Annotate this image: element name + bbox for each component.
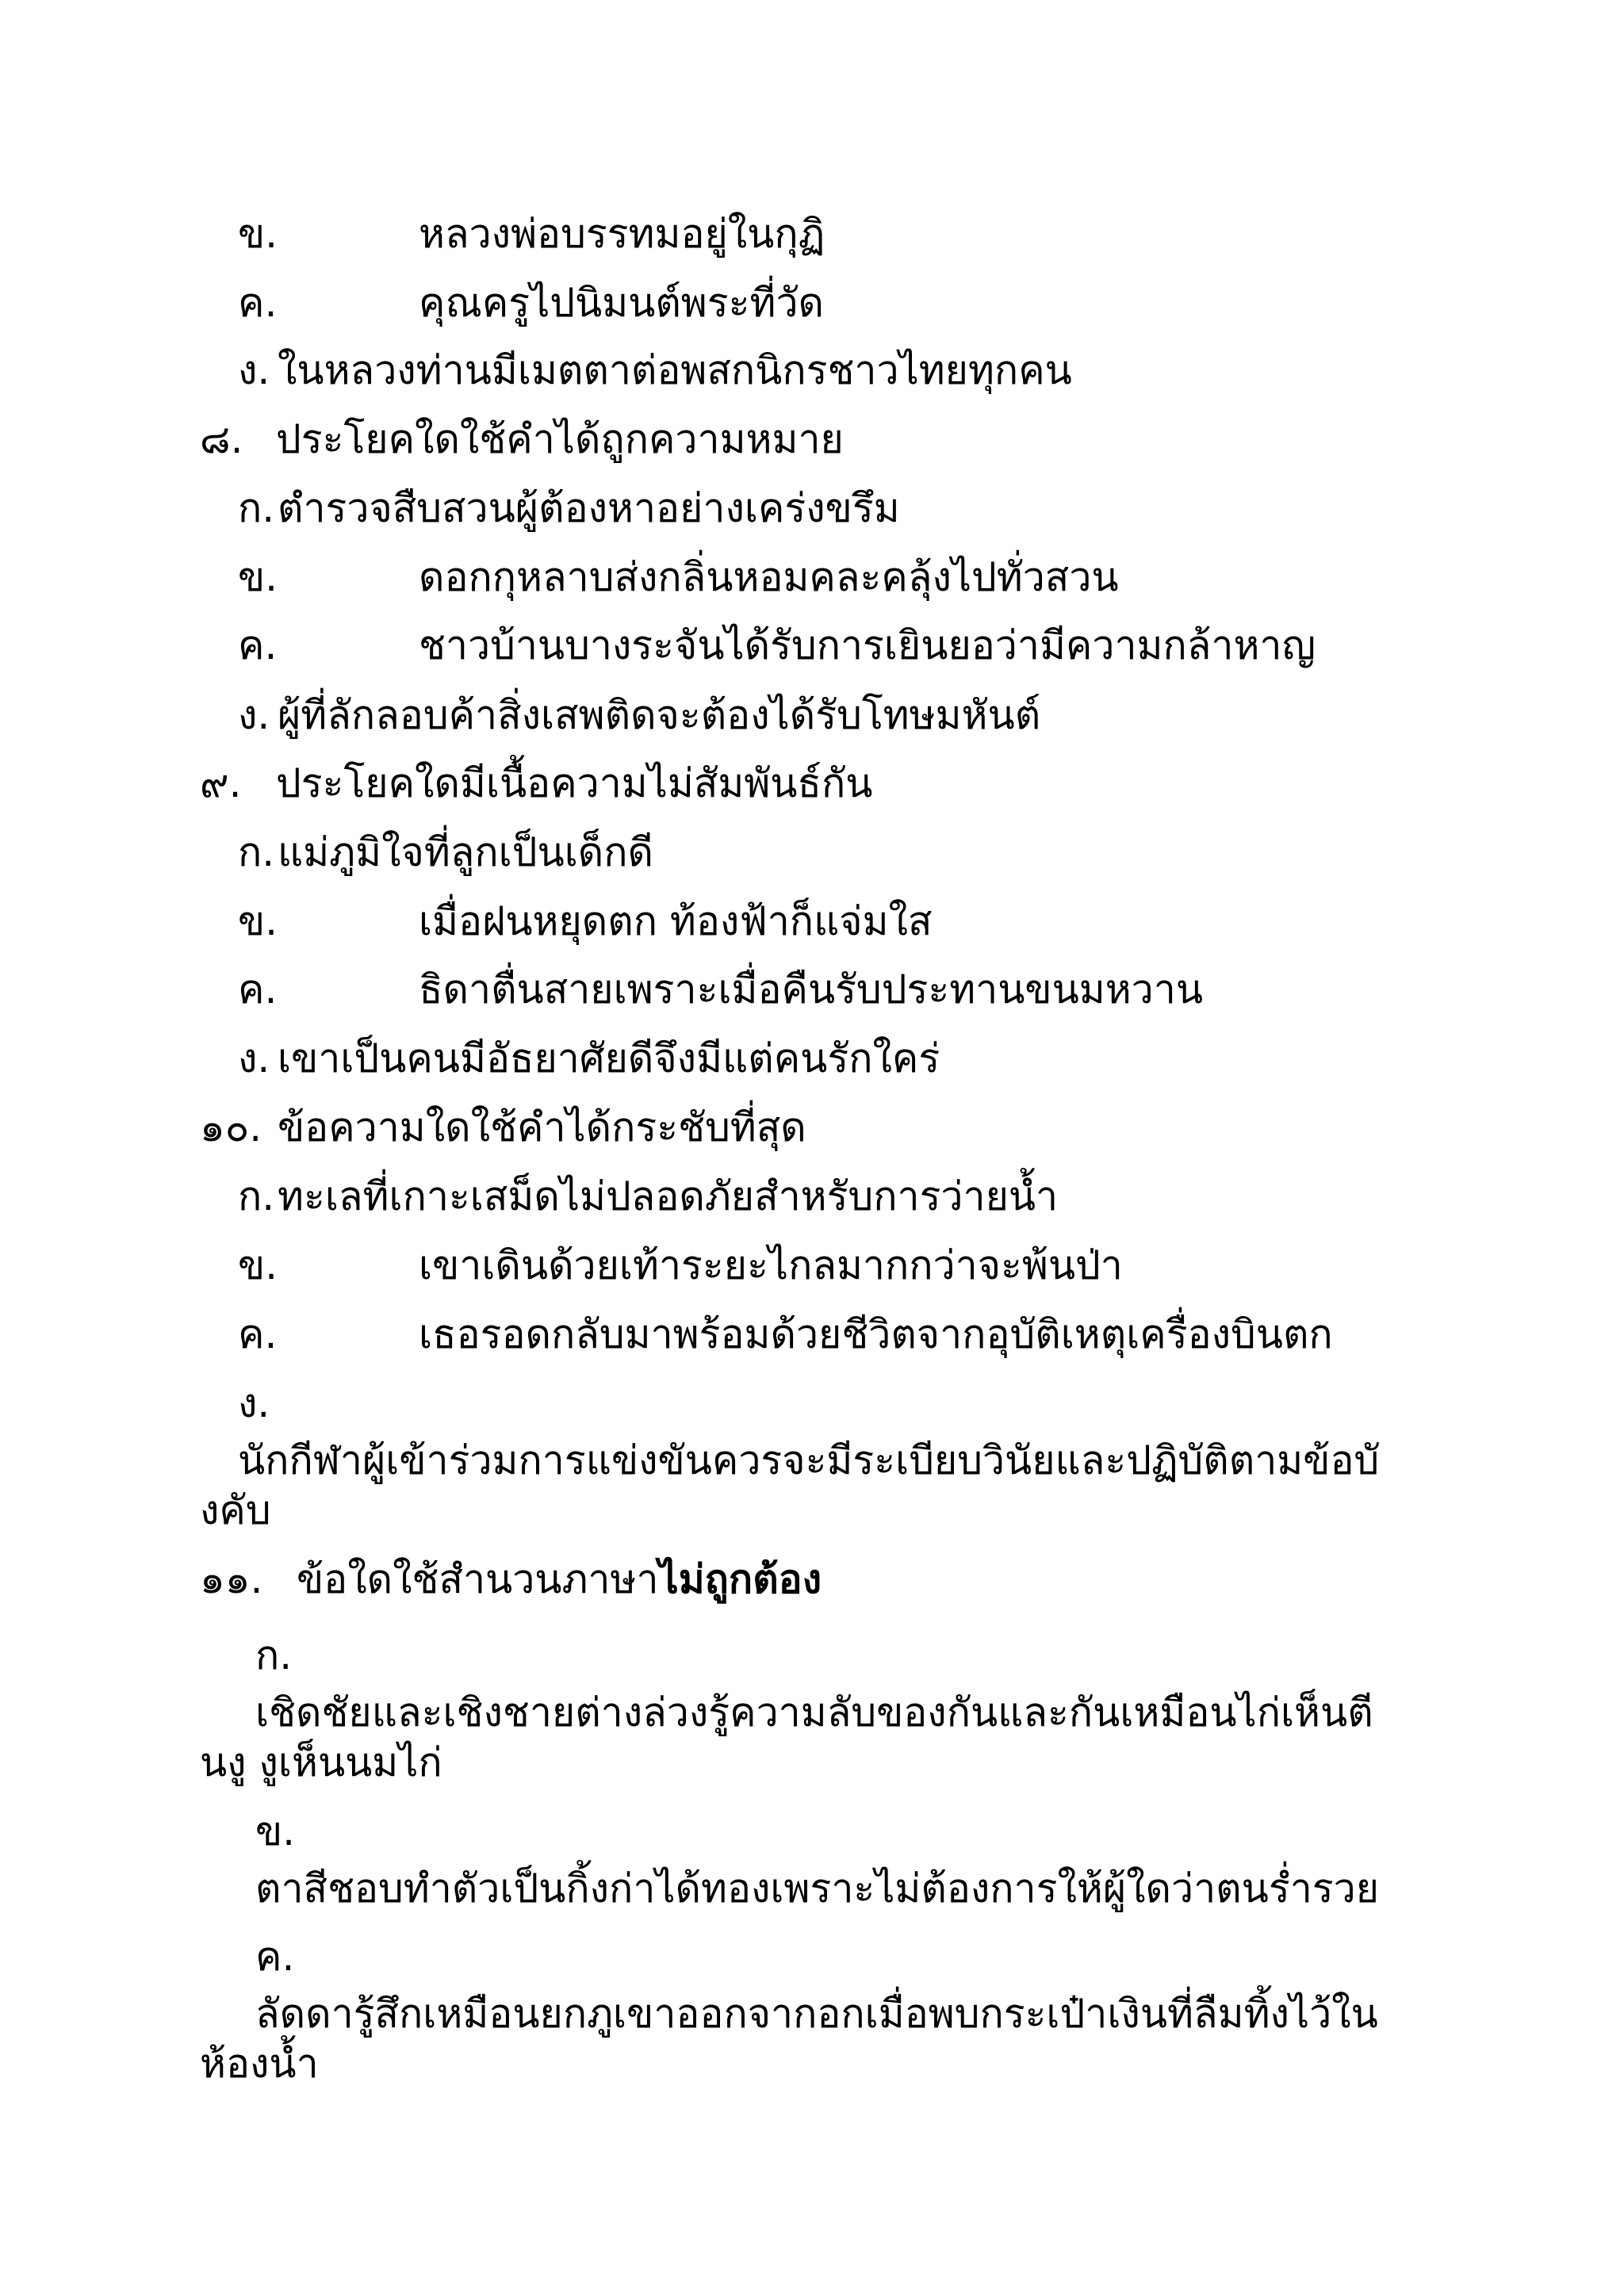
q11-number: ๑๑.	[200, 1556, 263, 1602]
q11-option-b-label: ข.	[255, 1808, 296, 1854]
q9-option-b-label: ข.	[238, 898, 278, 944]
q9-option-a-text: แม่ภูมิใจที่ลูกเป็นเด็กดี	[278, 829, 653, 875]
q9-question: ประโยคใดมีเนื้อความไม่สัมพันธ์กัน	[276, 760, 873, 806]
q10-option-a-text: ทะเลที่เกาะเสม็ดไม่ปลอดภัยสำหรับการว่ายน้ำ	[278, 1173, 1059, 1219]
q9-option-a-label: ก.	[238, 829, 275, 875]
q7-option-d-label: ง.	[238, 347, 270, 393]
q10-option-c-text: เธอรอดกลับมาพร้อมด้วยชีวิตจากอุบัติเหตุเครื่องบินตก	[419, 1311, 1333, 1357]
q8-option-d-text: ผู้ที่ลักลอบค้าสิ่งเสพติดจะต้องได้รับโทษมหันต์	[278, 692, 1041, 738]
q11-option-c-text-line1: ลัดดารู้สึกเหมือนยกภูเขาออกจากอกเมื่อพบกระเป๋าเงินที่ลืมทิ้งไว้ใน	[255, 1991, 1378, 2037]
q11-option-b-text-line1: ตาสีชอบทำตัวเป็นกิ้งก่าได้ทองเพราะไม่ต้องการให้ผู้ใดว่าตนร่ำรวย	[255, 1866, 1379, 1911]
q11-question	[297, 1556, 822, 1603]
q8-question: ประโยคใดใช้คำได้ถูกความหมาย	[276, 416, 844, 462]
q8-option-a-text: ตำรวจสืบสวนผู้ต้องหาอย่างเคร่งขรึม	[278, 485, 900, 531]
q11-option-c-label: ค.	[255, 1934, 295, 1980]
q11-option-a-text-line1: เชิดชัยและเชิงชายต่างล่วงรู้ความลับของกันและกันเหมือนไก่เห็นตี	[255, 1689, 1373, 1735]
q8-option-a-label: ก.	[238, 485, 275, 531]
q10-option-d-text-line1: นักกีฬาผู้เข้าร่วมการแข่งขันควรจะมีระเบียบวินัยและปฏิบัติตามข้อบั	[238, 1437, 1380, 1483]
q8-option-b-text: ดอกกุหลาบส่งกลิ่นหอมคละคลุ้งไปทั่วสวน	[419, 554, 1119, 600]
q11-question-emphasis: ไม่ถูกต้อง	[658, 1556, 822, 1602]
q7-option-c-label: ค.	[238, 280, 278, 326]
q10-option-a-label: ก.	[238, 1173, 275, 1219]
q10-question: ข้อความใดใช้คำได้กระชับที่สุด	[278, 1104, 806, 1150]
q10-option-b-text: เขาเดินด้วยเท้าระยะไกลมากกว่าจะพ้นป่า	[419, 1242, 1123, 1288]
q10-option-c-label: ค.	[238, 1311, 278, 1357]
q8-option-c-label: ค.	[238, 622, 278, 668]
q11-option-a-text-line2: นงู งูเห็นนมไก่	[200, 1739, 442, 1785]
q9-option-d-label: ง.	[238, 1035, 270, 1081]
q9-option-d-text: เขาเป็นคนมีอัธยาศัยดีจึงมีแต่คนรักใคร่	[278, 1035, 940, 1081]
q8-option-b-label: ข.	[238, 554, 278, 600]
q7-option-b-text: หลวงพ่อบรรทมอยู่ในกุฏิ	[419, 211, 825, 257]
q7-option-d-text: ในหลวงท่านมีเมตตาต่อพสกนิกรชาวไทยทุกคน	[278, 347, 1072, 393]
q8-option-c-text: ชาวบ้านบางระจันได้รับการเยินยอว่ามีความกล้าหาญ	[419, 622, 1316, 668]
q10-number: ๑๐.	[200, 1104, 262, 1150]
q10-option-d-text-line2: งคับ	[200, 1487, 271, 1533]
q9-number: ๙.	[200, 760, 242, 806]
q7-option-c-text: คุณครูไปนิมนต์พระที่วัด	[419, 280, 824, 326]
q10-option-d-label: ง.	[238, 1380, 270, 1426]
q9-option-c-text: ธิดาตื่นสายเพราะเมื่อคืนรับประทานขนมหวาน	[419, 966, 1204, 1012]
q11-question-prefix: ข้อใดใช้สำนวนภาษา	[297, 1556, 659, 1602]
q8-option-d-label: ง.	[238, 692, 270, 738]
q11-option-a-label: ก.	[255, 1632, 293, 1678]
q10-option-b-label: ข.	[238, 1242, 278, 1288]
q9-option-c-label: ค.	[238, 966, 278, 1012]
q7-option-b-label: ข.	[238, 211, 278, 257]
q11-option-c-text-line2: ห้องน้ำ	[200, 2041, 319, 2087]
q8-number: ๘.	[200, 416, 243, 462]
q9-option-b-text: เมื่อฝนหยุดตก ท้องฟ้าก็แจ่มใส	[419, 898, 933, 944]
